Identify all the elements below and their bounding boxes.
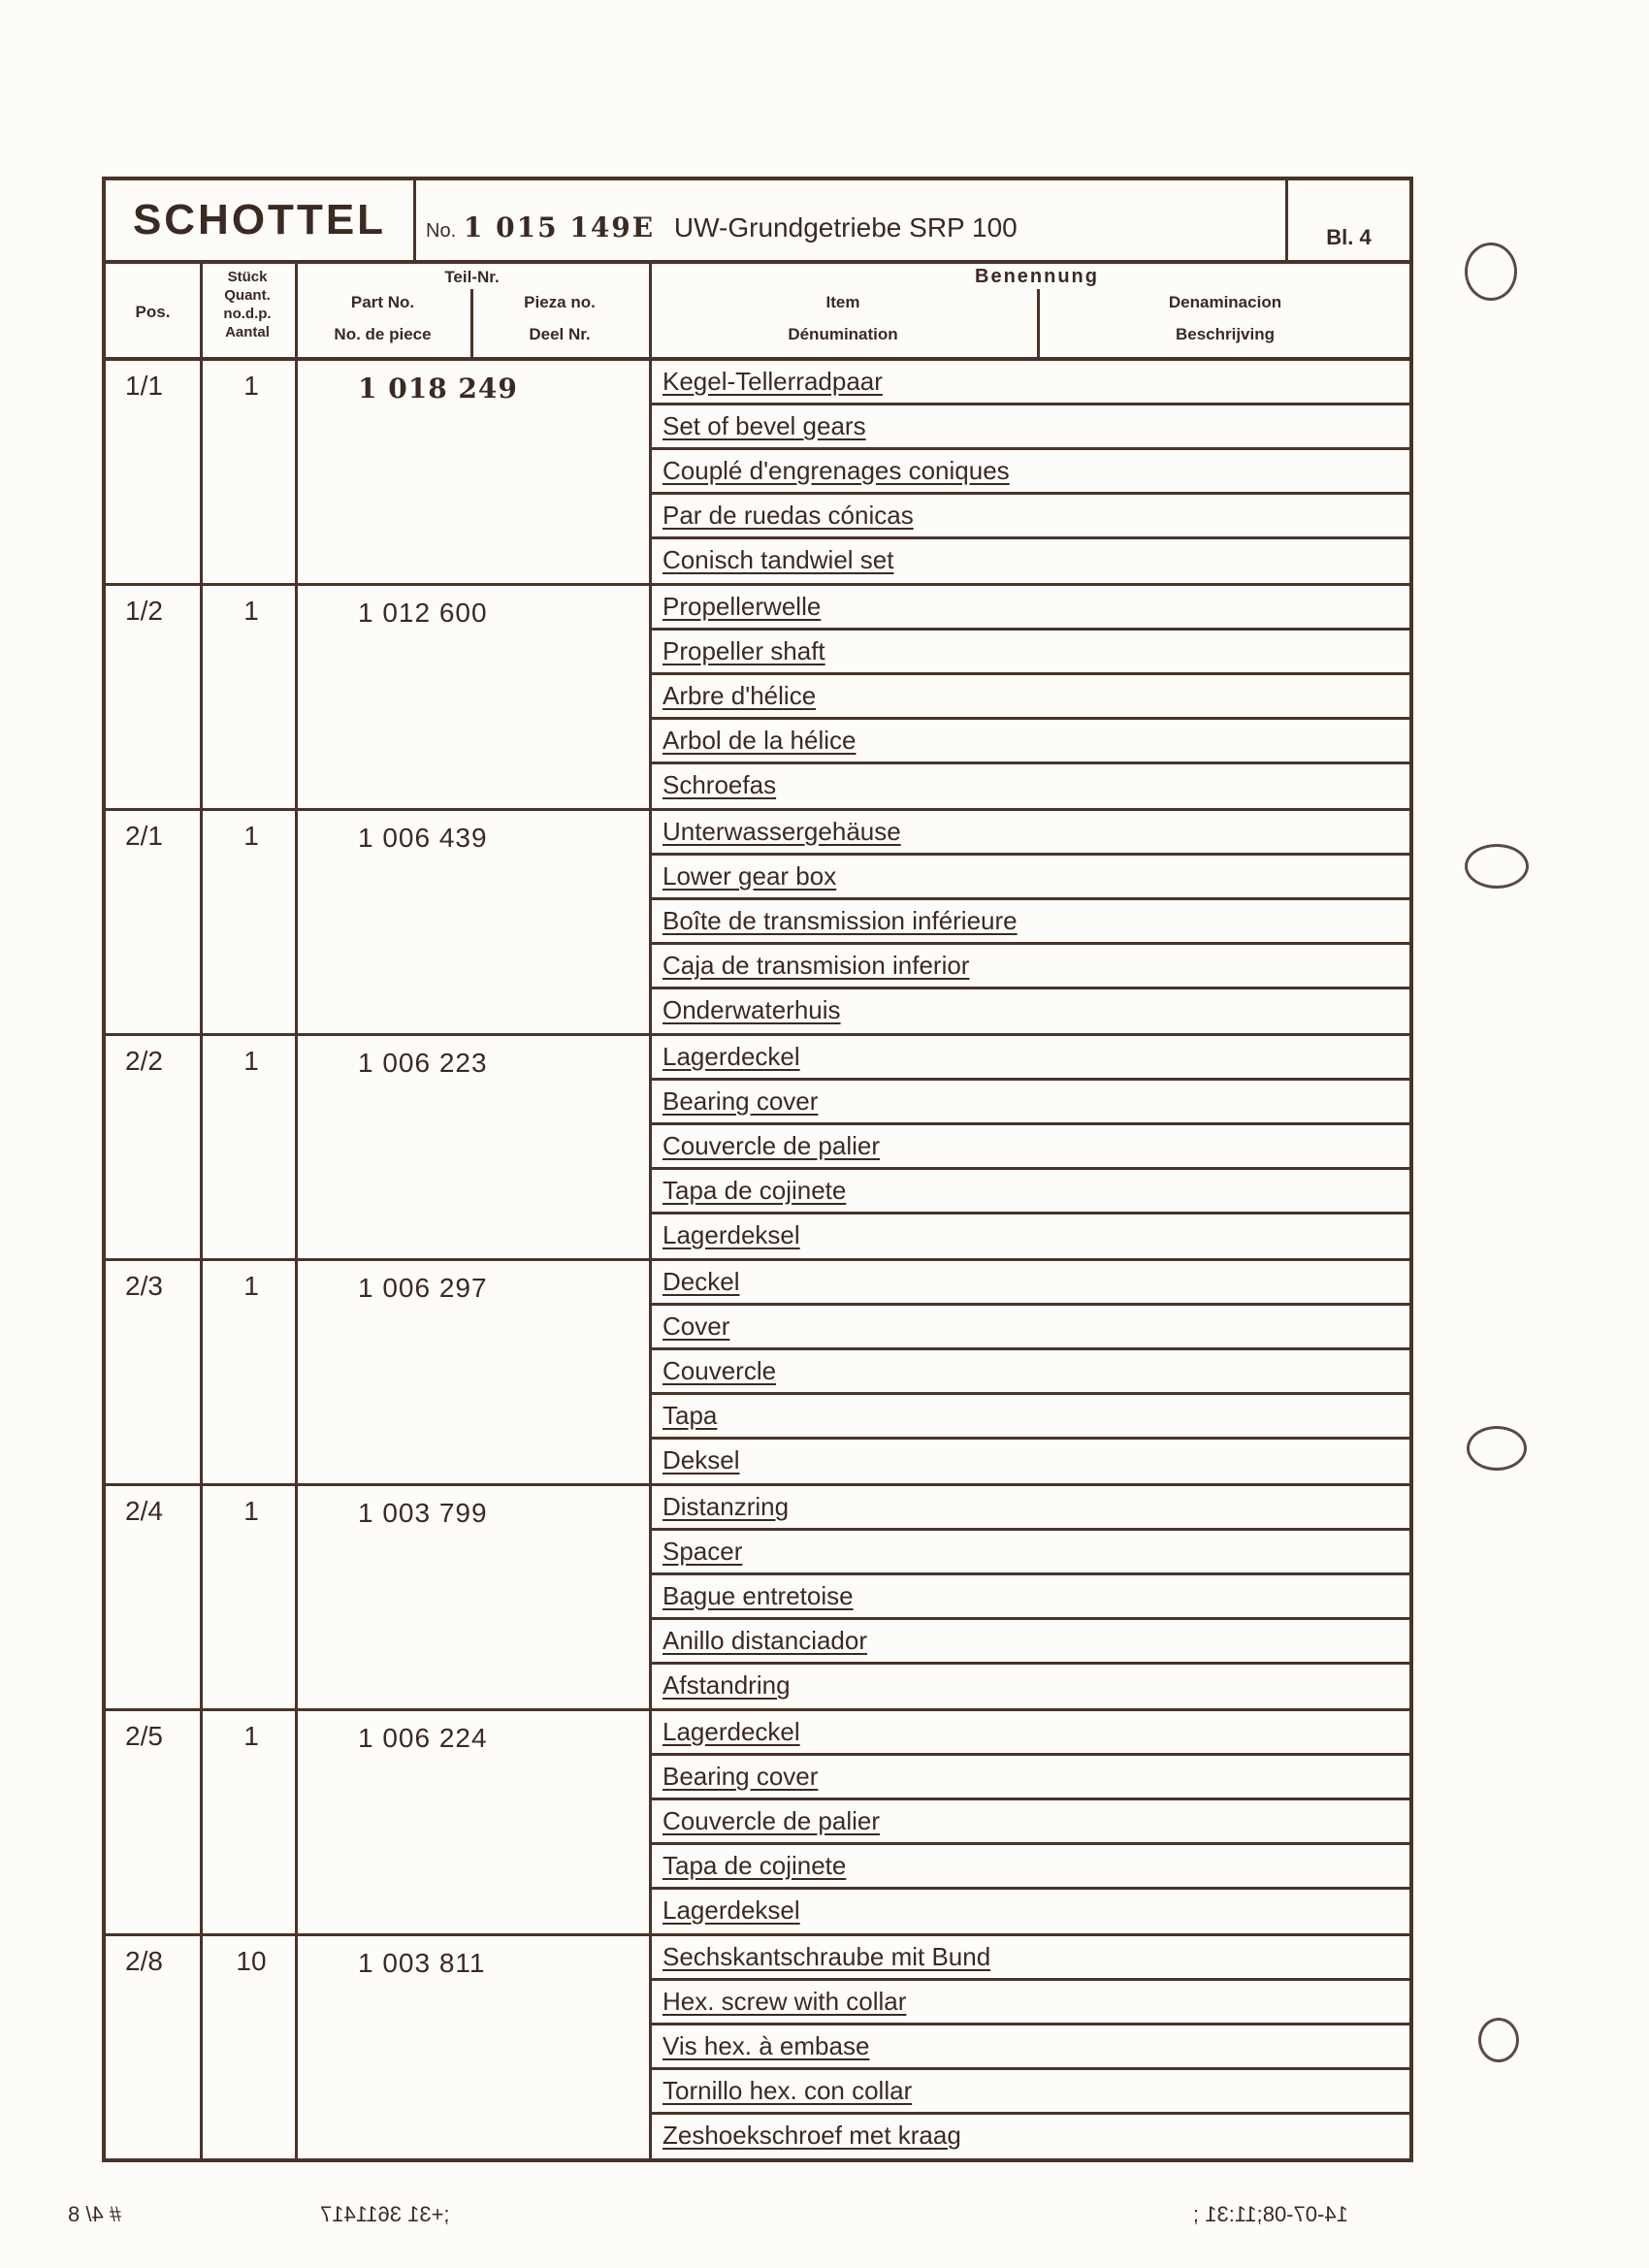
col-benennung: Benennung xyxy=(975,266,1099,287)
desc-fr: Couplé d'engrenages coniques xyxy=(649,450,1409,495)
qty-label-fr: no.d.p. xyxy=(223,306,272,322)
row-qty: 1 xyxy=(243,821,259,851)
qty-label-en: Quant. xyxy=(224,287,271,304)
row-qty: 1 xyxy=(243,1496,259,1526)
col-part-no xyxy=(295,293,470,343)
fax-page-count: # 4/ 8 xyxy=(68,2202,122,2226)
row-part-number: 1 012 600 xyxy=(358,598,488,628)
desc-de: Propellerwelle xyxy=(649,586,1409,631)
desc-fr: Couvercle de palier xyxy=(649,1125,1409,1170)
table-row xyxy=(106,361,1409,586)
desc-en: Cover xyxy=(649,1306,1409,1350)
col-denaminacion xyxy=(1037,293,1413,343)
desc-nl: Deksel xyxy=(663,1445,740,1474)
row-description xyxy=(649,1486,1409,1709)
punch-hole xyxy=(1465,243,1517,301)
table-row xyxy=(106,1486,1409,1711)
desc-nl: Conisch tandwiel set xyxy=(663,545,894,574)
desc-nl: Onderwaterhuis xyxy=(663,995,841,1024)
desc-fr: Arbre d'hélice xyxy=(649,675,1409,720)
document-number xyxy=(426,211,1018,243)
desc-es: Tapa xyxy=(649,1395,1409,1440)
desc-nl: Lagerdeksel xyxy=(663,1220,800,1249)
brand-logo: SCHOTTEL xyxy=(106,180,416,260)
desc-es: Par de ruedas cónicas xyxy=(649,495,1409,539)
table-row xyxy=(106,811,1409,1036)
column-header xyxy=(106,264,1409,361)
desc-de: Sechskantschraube mit Bund xyxy=(649,1936,1409,1981)
table-row xyxy=(106,1936,1409,2162)
desc-es: Tapa de cojinete xyxy=(649,1845,1409,1890)
desc-en: Lower gear box xyxy=(649,856,1409,900)
row-part-number: 1 006 223 xyxy=(358,1048,488,1078)
col-qty xyxy=(200,268,295,341)
desc-fr: Bague entretoise xyxy=(649,1575,1409,1620)
table-row xyxy=(106,1261,1409,1486)
row-part-number: 1 003 799 xyxy=(358,1498,488,1528)
punch-hole xyxy=(1478,2018,1519,2062)
desc-en: Set of bevel gears xyxy=(649,405,1409,450)
row-description xyxy=(649,1036,1409,1259)
row-part-number: 1 003 811 xyxy=(358,1948,486,1978)
desc-es: Arbol de la hélice xyxy=(649,720,1409,764)
row-pos: 2/5 xyxy=(125,1721,163,1751)
row-qty: 1 xyxy=(243,1046,259,1076)
row-pos: 1/2 xyxy=(125,596,163,626)
row-part-number: 1 018 249 xyxy=(358,373,518,405)
row-description xyxy=(649,361,1409,584)
row-part-number: 1 006 297 xyxy=(358,1273,488,1303)
desc-en: Bearing cover xyxy=(649,1756,1409,1800)
row-qty: 1 xyxy=(243,1271,259,1301)
desc-es: Tornillo hex. con collar xyxy=(649,2070,1409,2115)
no-de-piece-label: No. de piece xyxy=(334,325,432,343)
desc-de: Distanzring xyxy=(649,1486,1409,1531)
desc-en: Bearing cover xyxy=(649,1081,1409,1125)
desc-en: Propeller shaft xyxy=(649,631,1409,675)
beschrijving-label: Beschrijving xyxy=(1175,325,1276,343)
desc-nl: Afstandring xyxy=(663,1670,791,1700)
part-no-label: Part No. xyxy=(350,293,415,311)
qty-label-nl: Aantal xyxy=(225,324,270,340)
row-description xyxy=(649,1936,1409,2159)
row-part-number: 1 006 224 xyxy=(358,1723,488,1753)
row-part-number: 1 006 439 xyxy=(358,823,488,853)
table-row xyxy=(106,1711,1409,1936)
desc-es: Tapa de cojinete xyxy=(649,1170,1409,1215)
row-qty: 1 xyxy=(243,371,259,401)
col-item xyxy=(649,293,1037,343)
deel-nr-label: Deel Nr. xyxy=(529,325,591,343)
row-pos: 1/1 xyxy=(125,371,163,401)
qty-label-de: Stück xyxy=(227,269,268,285)
row-qty: 1 xyxy=(243,596,259,626)
denumination-label: Dénumination xyxy=(788,325,898,343)
title-bar xyxy=(106,180,1409,264)
parts-table-body xyxy=(106,361,1409,2162)
desc-es: Caja de transmision inferior xyxy=(649,945,1409,989)
punch-hole xyxy=(1467,1426,1527,1471)
desc-nl: Zeshoekschroef met kraag xyxy=(663,2121,961,2150)
desc-de: Lagerdeckel xyxy=(649,1036,1409,1081)
parts-list-sheet xyxy=(102,177,1413,2162)
row-description xyxy=(649,586,1409,809)
desc-en: Hex. screw with collar xyxy=(649,1981,1409,2025)
desc-fr: Vis hex. à embase xyxy=(649,2025,1409,2070)
row-description xyxy=(649,1261,1409,1484)
row-pos: 2/2 xyxy=(125,1046,163,1076)
desc-en: Spacer xyxy=(649,1531,1409,1575)
table-row xyxy=(106,586,1409,811)
row-qty: 10 xyxy=(236,1946,267,1976)
punch-hole xyxy=(1465,844,1529,889)
no-label: No. xyxy=(426,220,457,242)
desc-de: Kegel-Tellerradpaar xyxy=(649,361,1409,405)
desc-fr: Couvercle de palier xyxy=(649,1800,1409,1845)
desc-de: Lagerdeckel xyxy=(649,1711,1409,1756)
desc-de: Deckel xyxy=(649,1261,1409,1306)
document-title: UW-Grundgetriebe SRP 100 xyxy=(673,212,1018,243)
col-pos: Pos. xyxy=(135,303,171,321)
desc-nl: Lagerdeksel xyxy=(663,1895,800,1925)
desc-es: Anillo distanciador xyxy=(649,1620,1409,1665)
row-pos: 2/1 xyxy=(125,821,163,851)
item-label: Item xyxy=(825,293,860,311)
desc-nl: Schroefas xyxy=(663,770,777,799)
row-pos: 2/4 xyxy=(125,1496,163,1526)
doc-number-value: 1 015 149E xyxy=(463,211,656,243)
desc-fr: Couvercle xyxy=(649,1350,1409,1395)
row-description xyxy=(649,1711,1409,1934)
fax-timestamp: 14-07-08;11:31 ; xyxy=(1193,2202,1348,2226)
fax-phone: ;+31 3611417 xyxy=(320,2202,450,2226)
denaminacion-label: Denaminacion xyxy=(1168,293,1282,311)
pieza-no-label: Pieza no. xyxy=(524,293,596,311)
row-pos: 2/8 xyxy=(125,1946,163,1976)
desc-de: Unterwassergehäuse xyxy=(649,811,1409,856)
sheet-number: Bl. 4 xyxy=(1285,180,1409,260)
desc-fr: Boîte de transmission inférieure xyxy=(649,900,1409,945)
row-qty: 1 xyxy=(243,1721,259,1751)
row-pos: 2/3 xyxy=(125,1271,163,1301)
col-pieza-no xyxy=(470,293,649,343)
table-row xyxy=(106,1036,1409,1261)
col-teil-nr: Teil-Nr. xyxy=(444,268,500,286)
row-description xyxy=(649,811,1409,1034)
